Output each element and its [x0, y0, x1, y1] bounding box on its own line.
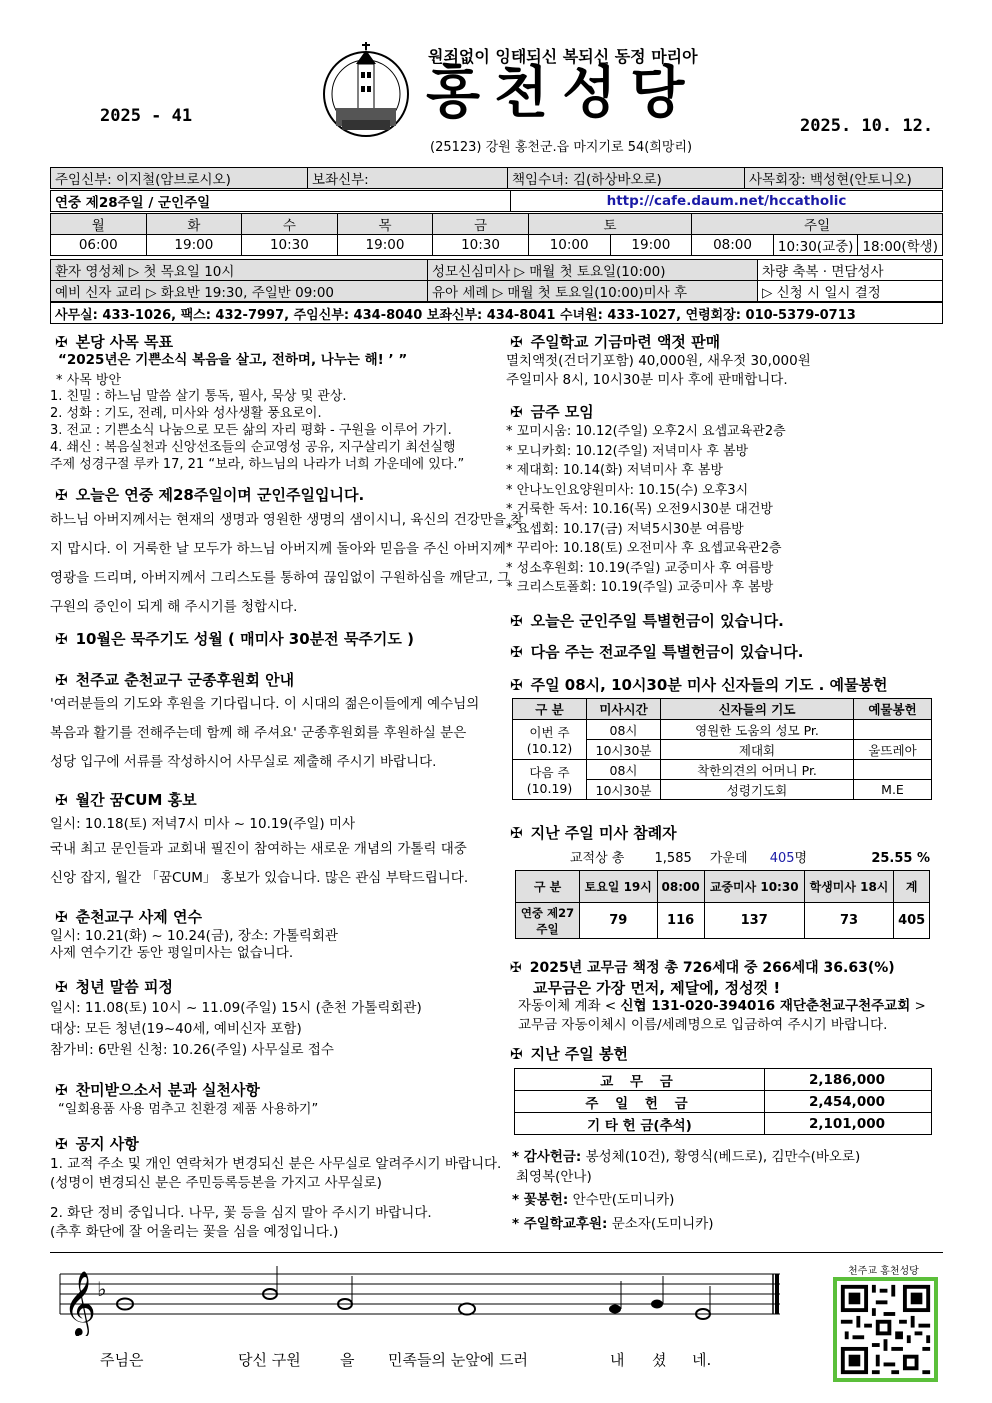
meeting-item: * 거룩한 독서: 10.16(목) 오전9시30분 대건방: [506, 502, 773, 517]
info-sick-communion: 환자 영성체 ▷ 첫 목요일 10시: [51, 260, 428, 281]
school-fund-heading: ✠ 주일학교 기금마련 액젓 판매: [510, 333, 721, 351]
goal-list: [50, 388, 464, 473]
cum-body: 국내 최고 문인들과 교회내 필진이 참여하는 새로운 개념의 가톨릭 대중 신앙 잡지, 월간 「꿈CUM」 홍보가 있습니다. 많은 관심 부탁드립니다.: [50, 841, 469, 886]
meeting-item: * 모니카회: 10.12(주일) 저녁미사 후 봄방: [506, 443, 749, 459]
info-vehicle-blessing: 차량 축복 · 면담성사: [758, 260, 943, 281]
church-address: (25123) 강원 홍천군.읍 마지기로 54(희망리): [430, 140, 693, 155]
info-table: [50, 259, 943, 302]
tithe-heading: ✠ 2025년 교무금 책정 총 726세대 중 266세대 36.63(%): [510, 960, 895, 976]
offering-heading: ✠ 지난 주일 봉헌: [510, 1045, 628, 1063]
goal-heading: ✠ 본당 사목 목표: [55, 333, 173, 351]
church-title: 홍천성당: [426, 61, 699, 126]
cross-icon: ✠: [55, 791, 68, 809]
lyric: 당신 구원: [238, 1351, 301, 1369]
time-thu: 19:00: [337, 235, 433, 256]
staff-table: [50, 167, 943, 189]
special-offering-2: ✠ 다음 주는 전교주일 특별헌금이 있습니다.: [510, 643, 804, 661]
time-sun-1: 08:00: [692, 235, 774, 256]
meeting-item: * 꾸리아: 10.18(토) 오전미사 후 요셉교육관2층: [506, 541, 782, 556]
pastor: 주임신부: 이지철(암브로시오): [51, 168, 308, 189]
attendance-heading: ✠ 지난 주일 미사 참례자: [510, 824, 677, 842]
tithe-note: 교무금 자동이체시 이름/세례명으로 입금하여 주시기 바랍니다.: [518, 1017, 888, 1033]
cross-icon: ✠: [510, 333, 523, 351]
cross-icon: ✠: [510, 676, 523, 694]
offering-table: 교 무 금 2,186,000 주 일 헌 금 2,454,000 기 타 헌 금(추석) 2,101,000: [514, 1068, 932, 1135]
liturgical-week: 연중 제28주일 / 군인주일: [51, 191, 511, 212]
qr-caption: 천주교 홍천성당: [848, 1266, 919, 1277]
cross-icon: ✠: [55, 1135, 68, 1153]
cross-icon: ✠: [510, 960, 522, 976]
meeting-item: * 성소후원회: 10.19(주일) 교중미사 후 여름방: [506, 560, 774, 576]
church-logo: [322, 38, 410, 158]
cross-icon: ✠: [55, 908, 68, 926]
thanks-offering: * 감사헌금: 봉성체(10건), 황영식(베드로), 김만수(바오로): [512, 1149, 861, 1165]
military-heading: ✠ 천주교 춘천교구 군종후원회 안내: [55, 671, 295, 689]
cross-icon: ✠: [510, 643, 523, 661]
rosary-heading: ✠ 10월은 묵주기도 성월 ( 매미사 30분전 묵주기도 ): [55, 630, 414, 648]
next-week-label: 다음 주 (10.19): [513, 760, 587, 800]
military-body: '여러분들의 기도와 후원을 기다립니다. 이 시대의 젊은이들에게 예수님의 복음과 활기를 전해주는데 함께 해 주셔요' 군종후원회를 후원하실 분은 성당 입구에 서류를 작성하시어 사무실로 제출해 주시기 바랍니다.: [50, 696, 480, 770]
sister-in-charge: 책임수녀: 김(하상바오로): [508, 168, 745, 189]
goal-plan: * 사목 방안: [56, 373, 121, 388]
cross-icon: ✠: [510, 612, 523, 630]
time-sun-2: 10:30(교중): [773, 235, 858, 256]
day-sun: 주일: [692, 214, 943, 235]
school-fund-body: 멸치액젓(건더기포함) 40,000원, 새우젓 30,000원 주일미사 8시, 10시30분 미사 후에 판매합니다.: [506, 353, 811, 388]
special-offering-1: ✠ 오늘은 군인주일 특별헌금이 있습니다.: [510, 612, 784, 630]
lyric: 셨: [652, 1351, 667, 1369]
flower-offering: * 꽃봉헌: 안수만(도미니카): [512, 1192, 675, 1208]
council-president: 사목회장: 백성현(안토니오): [745, 168, 943, 189]
meetings-list: [506, 422, 786, 598]
day-fri: 금: [433, 214, 529, 235]
meeting-item: * 요셉회: 10.17(금) 저녁5시30분 여름방: [506, 521, 744, 537]
goal-item: 4. 쇄신 : 복음실천과 신앙선조들의 순교영성 공유, 지구살리기 최선실행: [50, 440, 456, 455]
youth-retreat-heading: ✠ 청년 말씀 피정: [55, 978, 173, 996]
music-staff: [55, 1264, 795, 1336]
prayer-table: 구 분 미사시간 신자들의 기도 예물봉헌 이번 주 (10.12) 08시 영원한 도움의 성모 Pr. 10시30분 제대회 울뜨레아 다음 주 (10.19) 08시 착한의견의 어머니 Pr. 10시30분 성령기도회 M.E: [512, 698, 932, 800]
this-week-label: 이번 주 (10.12): [513, 720, 587, 760]
time-sat-2: 19:00: [610, 235, 692, 256]
time-sat-1: 10:00: [528, 235, 610, 256]
tithe-sub: 교무금은 가장 먼저, 제달에, 정성껏 !: [533, 979, 781, 997]
day-tue: 화: [146, 214, 242, 235]
school-donor: * 주일학교후원: 문소자(도미니카): [512, 1216, 714, 1232]
issue-number: 2025 - 41: [100, 106, 193, 126]
cafe-link[interactable]: http://cafe.daum.net/hccatholic: [511, 191, 943, 212]
priest-training-heading: ✠ 춘천교구 사제 연수: [55, 908, 202, 926]
contact-table: [50, 302, 943, 324]
goal-item: 3. 전교 : 기쁜소식 나눔으로 모든 삶의 자리 평화 - 구원을 이루어 가기.: [50, 423, 452, 438]
svg-text:𝄞: 𝄞: [63, 1271, 97, 1336]
meeting-item: * 꼬미시움: 10.12(주일) 오후2시 요셉교육관2층: [506, 424, 786, 439]
meeting-item: * 크리스토폴회: 10.19(주일) 교중미사 후 봄방: [506, 580, 774, 595]
priest-training-body: 일시: 10.21(화) ~ 10.24(금), 장소: 가톨릭회관 사제 연수기간 동안 평일미사는 없습니다.: [50, 928, 338, 961]
cross-icon: ✠: [55, 978, 68, 996]
prayer-heading: ✠ 주일 08시, 10시30분 미사 신자들의 기도 . 예물봉헌: [510, 676, 888, 694]
info-catechism: 예비 신자 교리 ▷ 화요반 19:30, 주일반 09:00: [51, 281, 428, 302]
time-fri: 10:30: [433, 235, 529, 256]
meetings-heading: ✠ 금주 모임: [510, 403, 594, 421]
youth-retreat-body: 일시: 11.08(토) 10시 ~ 11.09(주일) 15시 (춘천 가톨릭회관) 대상: 모든 청년(19~40세, 예비신자 포함) 참가비: 6만원 신청: 10.26(주일) 사무실로 접수: [50, 1000, 422, 1058]
info-request: ▷ 신청 시 일시 결정: [758, 281, 943, 302]
info-marian-mass: 성모신심미사 ▷ 매월 첫 토요일(10:00): [428, 260, 758, 281]
liturgy-table: [50, 190, 943, 212]
mass-schedule: [50, 213, 943, 256]
day-sat: 토: [528, 214, 691, 235]
cross-icon: ✠: [55, 333, 68, 351]
bulletin-date: 2025. 10. 12.: [800, 116, 934, 136]
goal-quote: “2025년은 기쁜소식 복음을 살고, 전하며, 나누는 해! ’ ”: [58, 352, 408, 368]
church-subtitle: 원죄없이 잉태되신 복되신 동정 마리아: [428, 47, 698, 66]
attendance-table: 구 분 토요일 19시 08:00 교중미사 10:30 학생미사 18시 계 연중 제27주일 79 116 137 73 405: [515, 870, 930, 939]
thanks-offering-2: 최영복(안나): [516, 1169, 592, 1185]
day-wed: 수: [242, 214, 338, 235]
cross-icon: ✠: [55, 630, 68, 648]
goal-item: 1. 친밀 : 하느님 말씀 살기 통독, 필사, 묵상 및 관상.: [50, 389, 347, 404]
day-mon: 월: [51, 214, 147, 235]
cross-icon: ✠: [510, 824, 523, 842]
goal-item: 2. 성화 : 기도, 전례, 미사와 성사생활 풍요로이.: [50, 406, 322, 421]
lyric: 주님은: [100, 1351, 144, 1369]
qr-code-icon[interactable]: [833, 1277, 938, 1382]
meeting-item: * 제대회: 10.14(화) 저녁미사 후 봄방: [506, 463, 724, 478]
cross-icon: ✠: [55, 486, 68, 504]
laudato-heading: ✠ 찬미받으소서 분과 실천사항: [55, 1081, 260, 1099]
time-wed: 10:30: [242, 235, 338, 256]
cum-heading: ✠ 월간 꿈CUM 홍보: [55, 791, 197, 809]
notice-body: 1. 교적 주소 및 개인 연락처가 변경되신 분은 사무실로 알려주시기 바랍니다. (성명이 변경되신 분은 주민등록등본을 가지고 사무실로) 2. 화단 정비 중입니다. 나무, 꽃 등을 심지 말아 주시기 바랍니다. (추후 화단에 잘 어울리는 꽃을 심을 예정입니다.): [50, 1156, 502, 1240]
cross-icon: ✠: [55, 1081, 68, 1099]
day-thu: 목: [337, 214, 433, 235]
today-body: 하느님 아버지께서는 현재의 생명과 영원한 생명의 샘이시니, 육신의 건강만을 찾 지 맙시다. 이 거룩한 날 모두가 하느님 아버지께 돌아와 믿음을 주신 아버지께 영광을 드리며, 아버지께서 그리스도를 통하여 끊임없이 구원하심을 깨닫고, 그 구원의 증인이 되게 해 주시기를 청합시다.: [50, 512, 524, 615]
lyric: 내: [610, 1351, 625, 1369]
assistant-priest: 보좌신부:: [308, 168, 508, 189]
meeting-item: * 안나노인요양원미사: 10.15(수) 오후3시: [506, 482, 749, 498]
lyric: 민족들의 눈앞에 드러: [388, 1351, 528, 1369]
lyric: 을: [340, 1351, 355, 1369]
cross-icon: ✠: [510, 403, 523, 421]
attendance-summary: 교적상 총 1,585 가운데 405명 25.55 %: [570, 851, 930, 866]
lyrics-line: [0, 1349, 800, 1373]
divider: [50, 1252, 943, 1253]
contact-line: 사무실: 433-1026, 팩스: 432-7997, 주임신부: 434-8040 보좌신부: 434-8041 수녀원: 433-1027, 연령회장: 010-5379-0713: [51, 303, 943, 324]
time-tue: 19:00: [146, 235, 242, 256]
lyric: 네.: [692, 1351, 712, 1369]
time-sun-3: 18:00(학생): [858, 235, 943, 256]
cross-icon: ✠: [510, 1045, 523, 1063]
cum-date: 일시: 10.18(토) 저녁7시 미사 ~ 10.19(주일) 미사: [50, 816, 356, 832]
time-mon: 06:00: [51, 235, 147, 256]
tithe-account: 자동이체 계좌 < 신협 131-020-394016 재단춘천교구천주교회 >: [518, 998, 926, 1014]
notice-heading: ✠ 공지 사항: [55, 1135, 139, 1153]
svg-text:♭: ♭: [97, 1277, 107, 1301]
goal-item: 주제 성경구절 루카 17, 21 “보라, 하느님의 나라가 너희 가운데에 있다.”: [50, 457, 465, 472]
info-infant-baptism: 유아 세례 ▷ 매월 첫 토요일(10:00)미사 후: [428, 281, 758, 302]
cross-icon: ✠: [55, 671, 68, 689]
today-heading: ✠ 오늘은 연중 제28주일이며 군인주일입니다.: [55, 486, 365, 504]
laudato-body: “일회용품 사용 멈추고 친환경 제품 사용하기”: [58, 1102, 319, 1117]
